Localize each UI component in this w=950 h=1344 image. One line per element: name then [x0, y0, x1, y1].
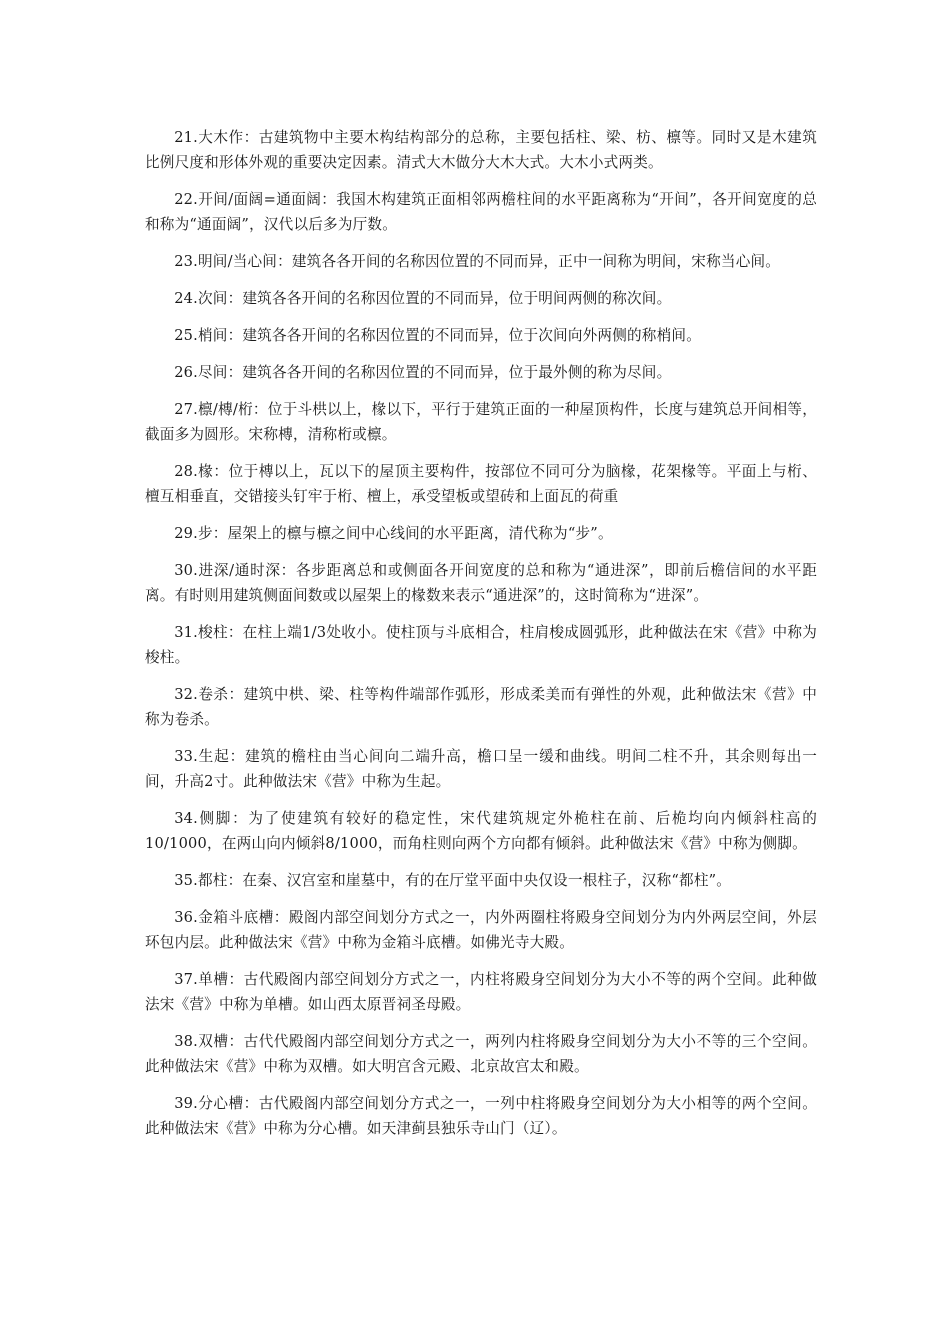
term-entry-34: 34.侧脚：为了使建筑有较好的稳定性，宋代建筑规定外桅柱在前、后桅均向内倾斜柱高的10/1000，在两山向内倾斜8/1000，而角柱则向两个方向都有倾斜。此种做法宋《营》中称为侧脚。 — [145, 810, 817, 852]
term-entry-30: 30.进深/通时深：各步距离总和或侧面各开间宽度的总和称为“通进深”，即前后檐信间的水平距离。有时则用建筑侧面间数或以屋架上的椽数来表示“通进深”的，这时简称为“进深”。 — [145, 562, 817, 604]
term-entry-22: 22.开间/面阔=通面阔：我国木构建筑正面相邻两檐柱间的水平距离称为“开间”，各开间宽度的总和称为“通面阔”，汉代以后多为厅数。 — [145, 191, 817, 233]
term-entry-26: 26.尽间：建筑各各开间的名称因位置的不同而异，位于最外侧的称为尽间。 — [174, 364, 672, 381]
term-entry-24: 24.次间：建筑各各开间的名称因位置的不同而异，位于明间两侧的称次间。 — [174, 290, 672, 307]
term-entry-27: 27.檩/槫/桁：位于斗栱以上，椽以下，平行于建筑正面的一种屋顶构件，长度与建筑总开间相等，截面多为圆形。宋称槫，清称桁或檩。 — [145, 401, 817, 443]
term-entry-29: 29.步：屋架上的檩与檩之间中心线间的水平距离，清代称为“步”。 — [174, 525, 613, 542]
term-entry-38: 38.双槽：古代代殿阁内部空间划分方式之一，两列内柱将殿身空间划分为大小不等的三个空间。此种做法宋《营》中称为双槽。如大明宫含元殿、北京故宫太和殿。 — [145, 1033, 817, 1075]
document-body — [145, 125, 817, 1153]
term-entry-23: 23.明间/当心间：建筑各各开间的名称因位置的不同而异，正中一间称为明间，宋称当心间。 — [174, 253, 781, 270]
term-entry-31: 31.梭柱：在柱上端1/3处收小。使柱顶与斗底相合，柱肩梭成圆弧形，此种做法在宋《营》中称为梭柱。 — [145, 624, 817, 666]
term-entry-36: 36.金箱斗底槽：殿阁内部空间划分方式之一，内外两圈柱将殿身空间划分为内外两层空间，外层环包内层。此种做法宋《营》中称为金箱斗底槽。如佛光寺大殿。 — [145, 909, 817, 951]
term-entry-35: 35.都柱：在秦、汉宫室和崖墓中，有的在厅堂平面中央仅设一根柱子，汉称“都柱”。 — [174, 872, 732, 889]
term-entry-25: 25.梢间：建筑各各开间的名称因位置的不同而异，位于次间向外两侧的称梢间。 — [174, 327, 701, 344]
term-entry-21: 21.大木作：古建筑物中主要木构结构部分的总称，主要包括柱、梁、枋、檩等。同时又是木建筑比例尺度和形体外观的重要决定因素。清式大木做分大木大式。大木小式两类。 — [145, 129, 817, 171]
term-entry-39: 39.分心槽：古代殿阁内部空间划分方式之一，一列中柱将殿身空间划分为大小相等的两个空间。此种做法宋《营》中称为分心槽。如天津蓟县独乐寺山门（辽）。 — [145, 1095, 817, 1137]
term-entry-28: 28.椽：位于槫以上，瓦以下的屋顶主要构件，按部位不同可分为脑椽，花架椽等。平面上与桁、檀互相垂直，交错接头钉牢于桁、檀上，承受望板或望砖和上面瓦的荷重 — [145, 463, 817, 505]
term-entry-32: 32.卷杀：建筑中栱、梁、柱等构件端部作弧形，形成柔美而有弹性的外观，此种做法宋《营》中称为卷杀。 — [145, 686, 817, 728]
term-entry-37: 37.单槽：古代殿阁内部空间划分方式之一，内柱将殿身空间划分为大小不等的两个空间。此种做法宋《营》中称为单槽。如山西太原晋祠圣母殿。 — [145, 971, 817, 1013]
term-entry-33: 33.生起：建筑的檐柱由当心间向二端升高，檐口呈一缓和曲线。明间二柱不升，其余则每出一间，升高2寸。此种做法宋《营》中称为生起。 — [145, 748, 817, 790]
